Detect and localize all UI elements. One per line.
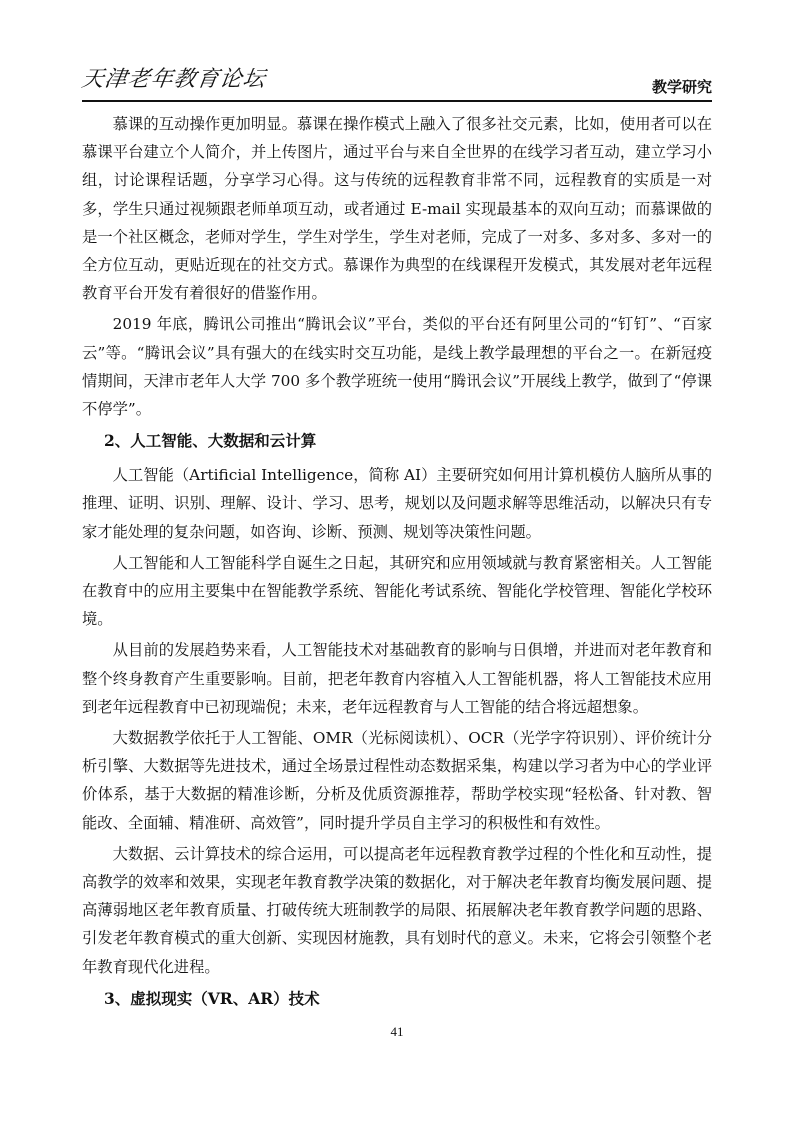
- paragraph-tencent-meeting: 2019 年底，腾讯公司推出“腾讯会议”平台，类似的平台还有阿里公司的“钉钉”、“百家云”等。“腾讯会议”具有强大的在线实时交互功能，是线上教学最理想的平台之一。在新冠疫情期间，天津市老年人大学 700 多个教学班统一使用“腾讯会议”开展线上教学，做到了“停课不停学”。: [82, 315, 712, 419]
- paragraph-bigdata-cloud: 大数据、云计算技术的综合运用，可以提高老年远程教育教学过程的个性化和互动性，提高教学的效率和效果，实现老年教育教学决策的数据化，对于解决老年教育均衡发展问题、提高薄弱地区老年教育质量、打破传统大班制教学的局限、拓展解决老年教育教学问题的思路、引发老年教育模式的重大创新、实现因材施教，具有划时代的意义。未来，它将会引领整个老年教育现代化进程。: [82, 844, 712, 976]
- section-heading-vr-ar: 3、虚拟现实（VR、AR）技术: [104, 988, 320, 1008]
- paragraph-ai-definition: 人工智能（Artificial Intelligence，简称 AI）主要研究如何用计算机模仿人脑所从事的推理、证明、识别、理解、设计、学习、思考，规划以及问题求解等思维活动，以解决只有专家才能处理的复杂问题，如咨询、诊断、预测、规划等决策性问题。: [82, 466, 712, 541]
- article-body: [82, 110, 712, 1019]
- paragraph-mooc-interaction: 慕课的互动操作更加明显。慕课在操作模式上融入了很多社交元素，比如，使用者可以在慕课平台建立个人简介，并上传图片，通过平台与来自全世界的在线学习者互动，建立学习小组，讨论课程话题，分享学习心得。这与传统的远程教育非常不同，远程教育的实质是一对多，学生只通过视频跟老师单项互动，或者通过 E-mail 实现最基本的双向互动；而慕课做的是一个社区概念，老师对学生，学生对学生，学生对老师，完成了一对多、多对多、多对一的全方位互动，更贴近现在的社交方式。慕课作为典型的在线课程开发模式，其发展对老年远程教育平台开发有着很好的借鉴作用。: [82, 115, 712, 303]
- section-title: 教学研究: [651, 78, 712, 96]
- journal-logo: 天津老年教育论坛: [79, 67, 268, 92]
- page-number: 41: [390, 1024, 404, 1039]
- running-header: [79, 62, 712, 102]
- section-heading-ai-bigdata-cloud: 2、人工智能、大数据和云计算: [104, 431, 317, 451]
- paragraph-bigdata-teaching: 大数据教学依托于人工智能、OMR（光标阅读机）、OCR（光学字符识别）、评价统计分析引擎、大数据等先进技术，通过全场景过程性动态数据采集，构建以学习者为中心的学业评价体系，基于大数据的精准诊断，分析及优质资源推荐，帮助学校实现“轻松备、针对教、智能改、全面辅、精准研、高效管”，同时提升学员自主学习的积极性和有效性。: [82, 729, 712, 832]
- paragraph-ai-education: 人工智能和人工智能科学自诞生之日起，其研究和应用领域就与教育紧密相关。人工智能在教育中的应用主要集中在智能教学系统、智能化考试系统、智能化学校管理、智能化学校环境。: [82, 553, 712, 629]
- paragraph-ai-trend: 从目前的发展趋势来看，人工智能技术对基础教育的影响与日俱增，并进而对老年教育和整个终身教育产生重要影响。目前，把老年教育内容植入人工智能机器，将人工智能技术应用到老年远程教育中已初现端倪；未来，老年远程教育与人工智能的结合将远超想象。: [82, 641, 712, 716]
